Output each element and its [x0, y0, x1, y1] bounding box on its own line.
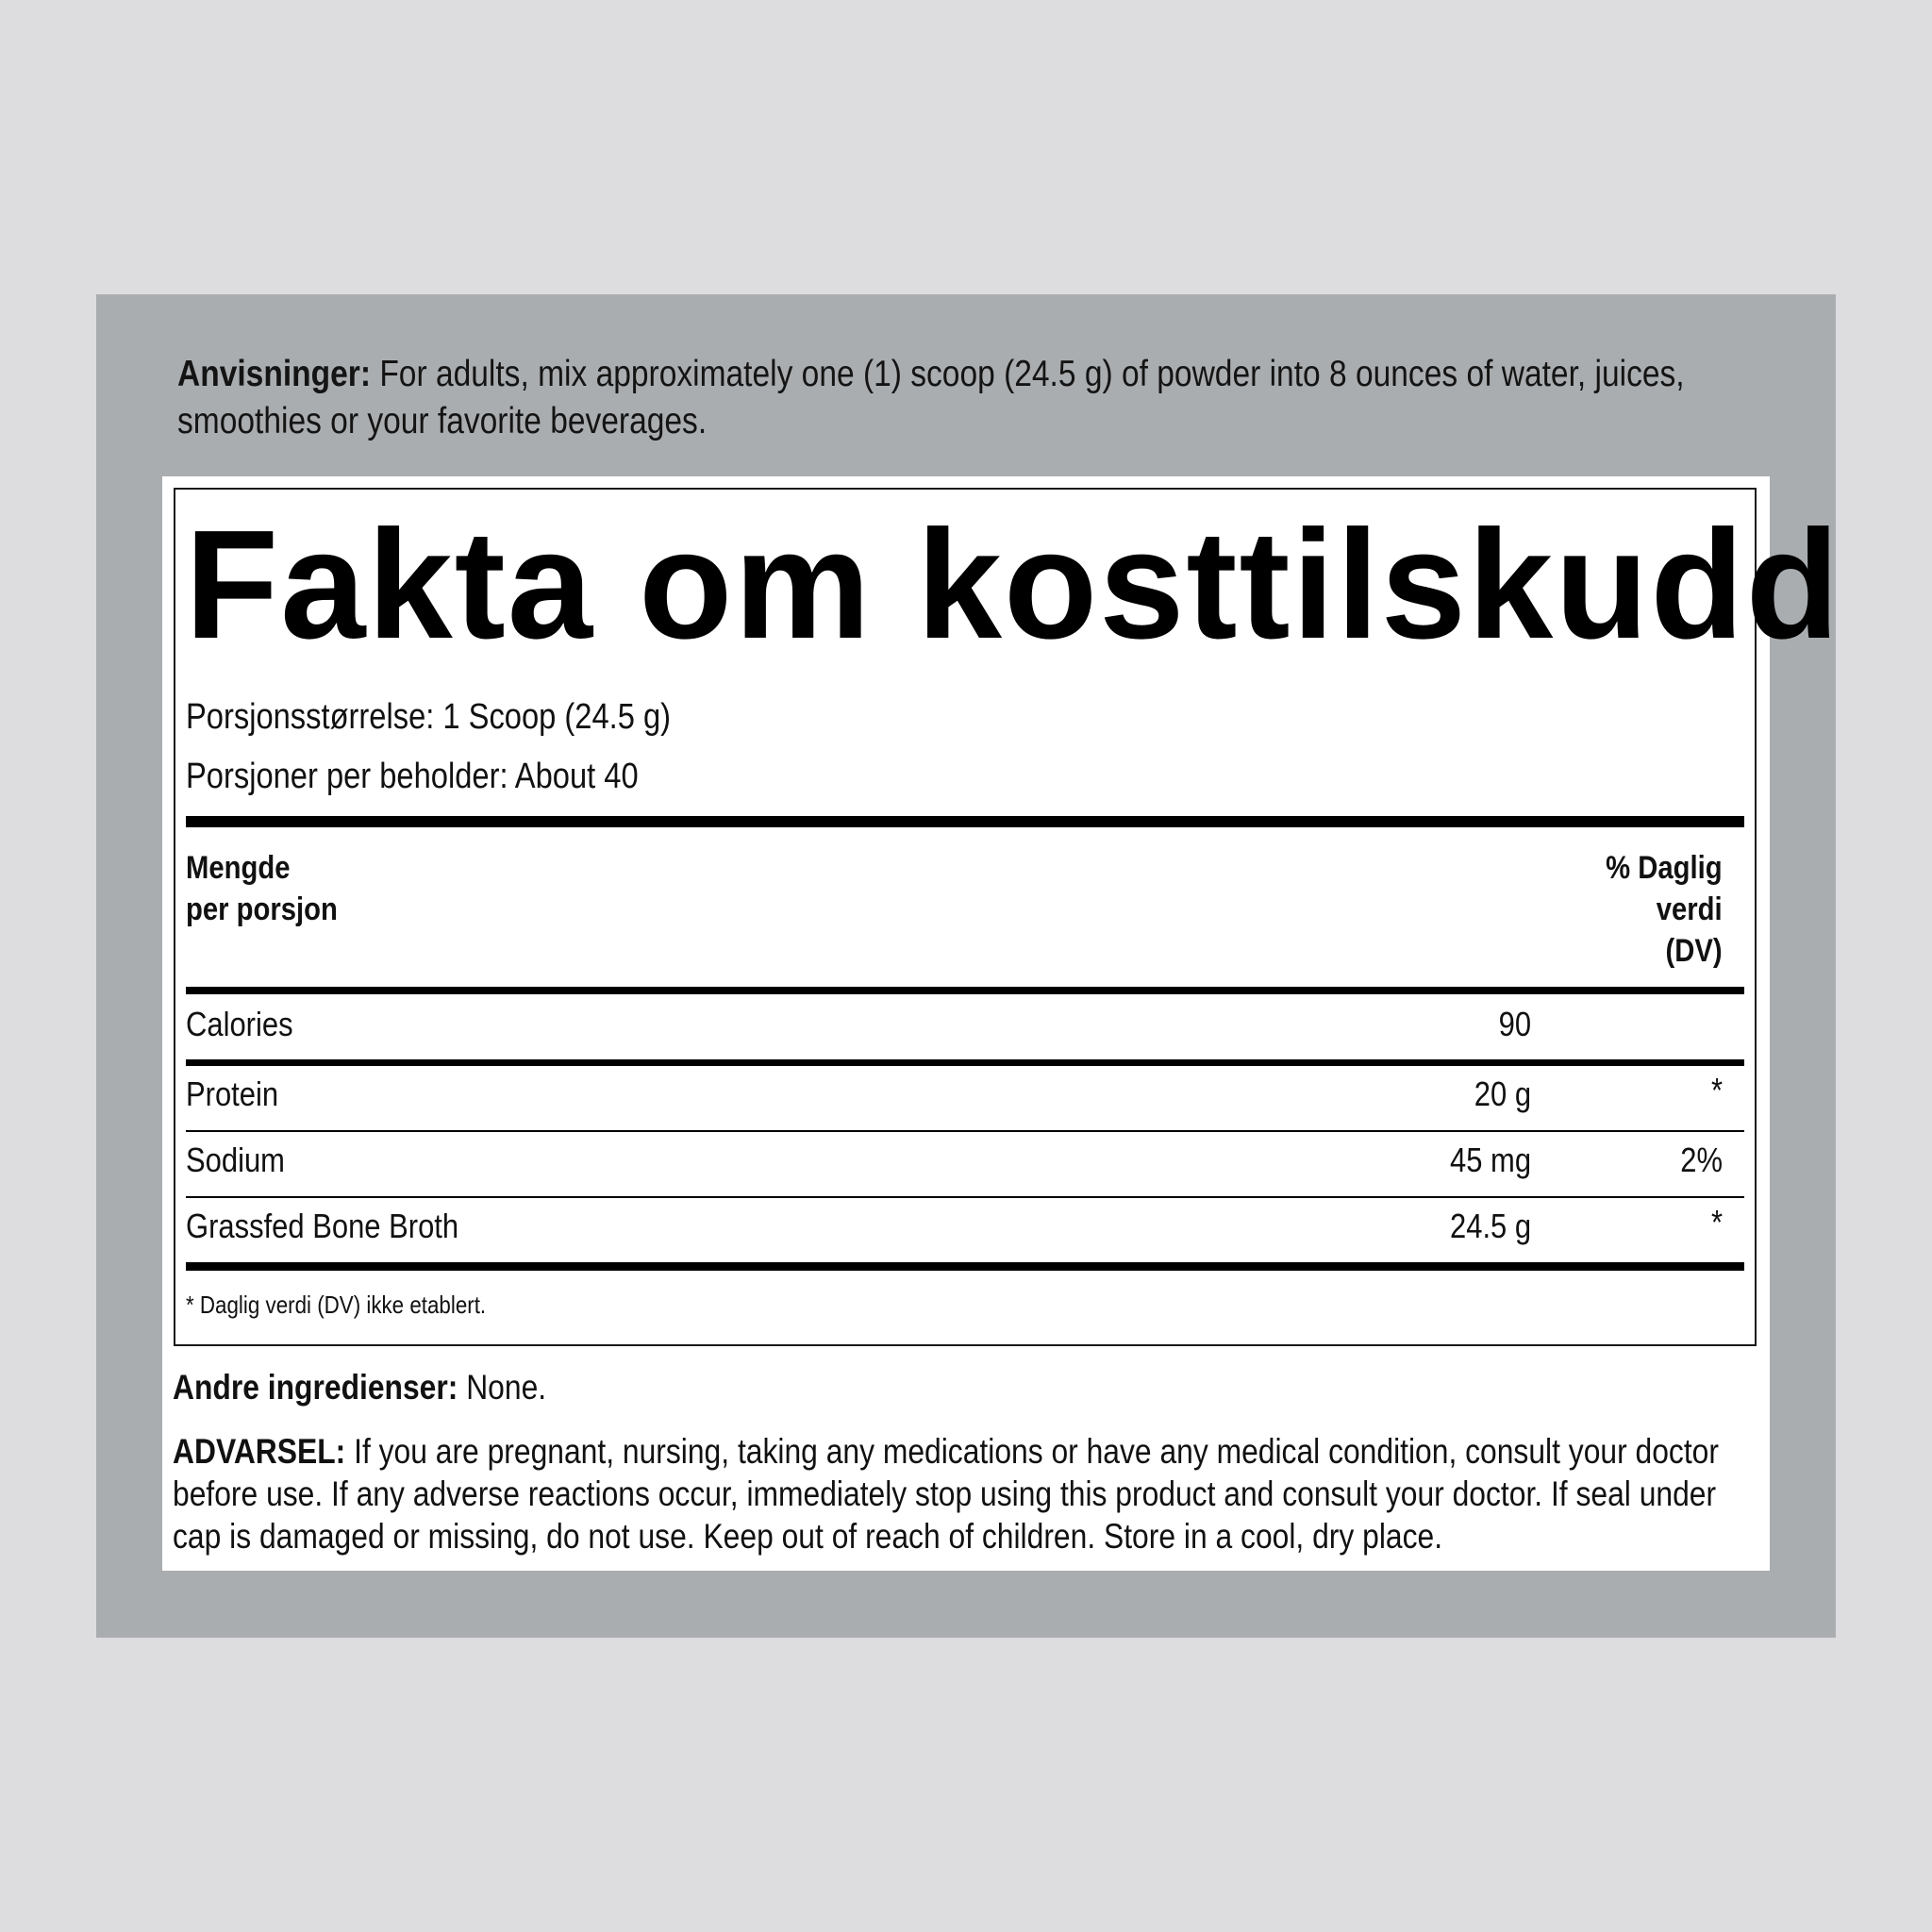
- servings-per-container: Porsjoner per beholder: About 40: [186, 757, 639, 796]
- amount-per-serving-header: [186, 847, 338, 930]
- thin-divider: [186, 1196, 1744, 1198]
- thick-divider-top: [186, 816, 1744, 827]
- nutrient-daily-value: *: [1710, 1071, 1723, 1109]
- header-right-line-2: verdi: [1657, 891, 1723, 927]
- serving-size: Porsjonsstørrelse: 1 Scoop (24.5 g): [186, 697, 672, 737]
- warning-label: ADVARSEL:: [173, 1432, 346, 1471]
- nutrient-name: Calories: [186, 1005, 293, 1043]
- warning-text: [173, 1430, 1746, 1557]
- other-ingredients-label: Andre ingredienser:: [173, 1368, 458, 1407]
- header-right-line-1: % Daglig: [1606, 850, 1723, 886]
- daily-value-header: [1607, 847, 1723, 972]
- directions-label: Anvisninger:: [177, 354, 372, 394]
- directions-text: [177, 351, 1703, 445]
- nutrient-name: Sodium: [186, 1141, 285, 1179]
- nutrient-name: Protein: [186, 1074, 279, 1113]
- nutrient-amount: 90: [1498, 1005, 1531, 1043]
- thick-divider-calories: [186, 1059, 1744, 1066]
- other-ingredients-text: None.: [458, 1368, 547, 1407]
- directions-body: For adults, mix approximately one (1) scoop (24.5 g) of powder into 8 ounces of water, juices, smoothies or your favorite beverages.: [177, 354, 1685, 441]
- thick-divider-header: [186, 987, 1744, 994]
- thin-divider: [186, 1130, 1744, 1132]
- nutrient-daily-value: 2%: [1680, 1141, 1723, 1179]
- daily-value-footnote: * Daglig verdi (DV) ikke etablert.: [186, 1291, 487, 1319]
- nutrient-amount: 24.5 g: [1449, 1207, 1531, 1245]
- nutrient-amount: 20 g: [1474, 1074, 1531, 1113]
- header-right-line-3: (DV): [1665, 933, 1723, 969]
- facts-title: Fakta om kosttilskudd: [185, 498, 1841, 671]
- nutrient-name: Grassfed Bone Broth: [186, 1207, 459, 1245]
- header-left-line-1: Mengde: [186, 850, 291, 886]
- nutrient-daily-value: *: [1710, 1203, 1723, 1241]
- nutrient-amount: 45 mg: [1449, 1141, 1531, 1179]
- thick-divider-bottom: [186, 1262, 1744, 1271]
- header-left-line-2: per porsjon: [186, 891, 338, 927]
- other-ingredients: [173, 1366, 546, 1409]
- warning-body: If you are pregnant, nursing, taking any medications or have any medical condition, consult your doctor before use. If any adverse reactions occur, immediately stop using this product and consult your doctor. If seal under cap is damaged or missing, do not use. Keep out of reach of children. Store in a cool, dry place.: [173, 1432, 1719, 1556]
